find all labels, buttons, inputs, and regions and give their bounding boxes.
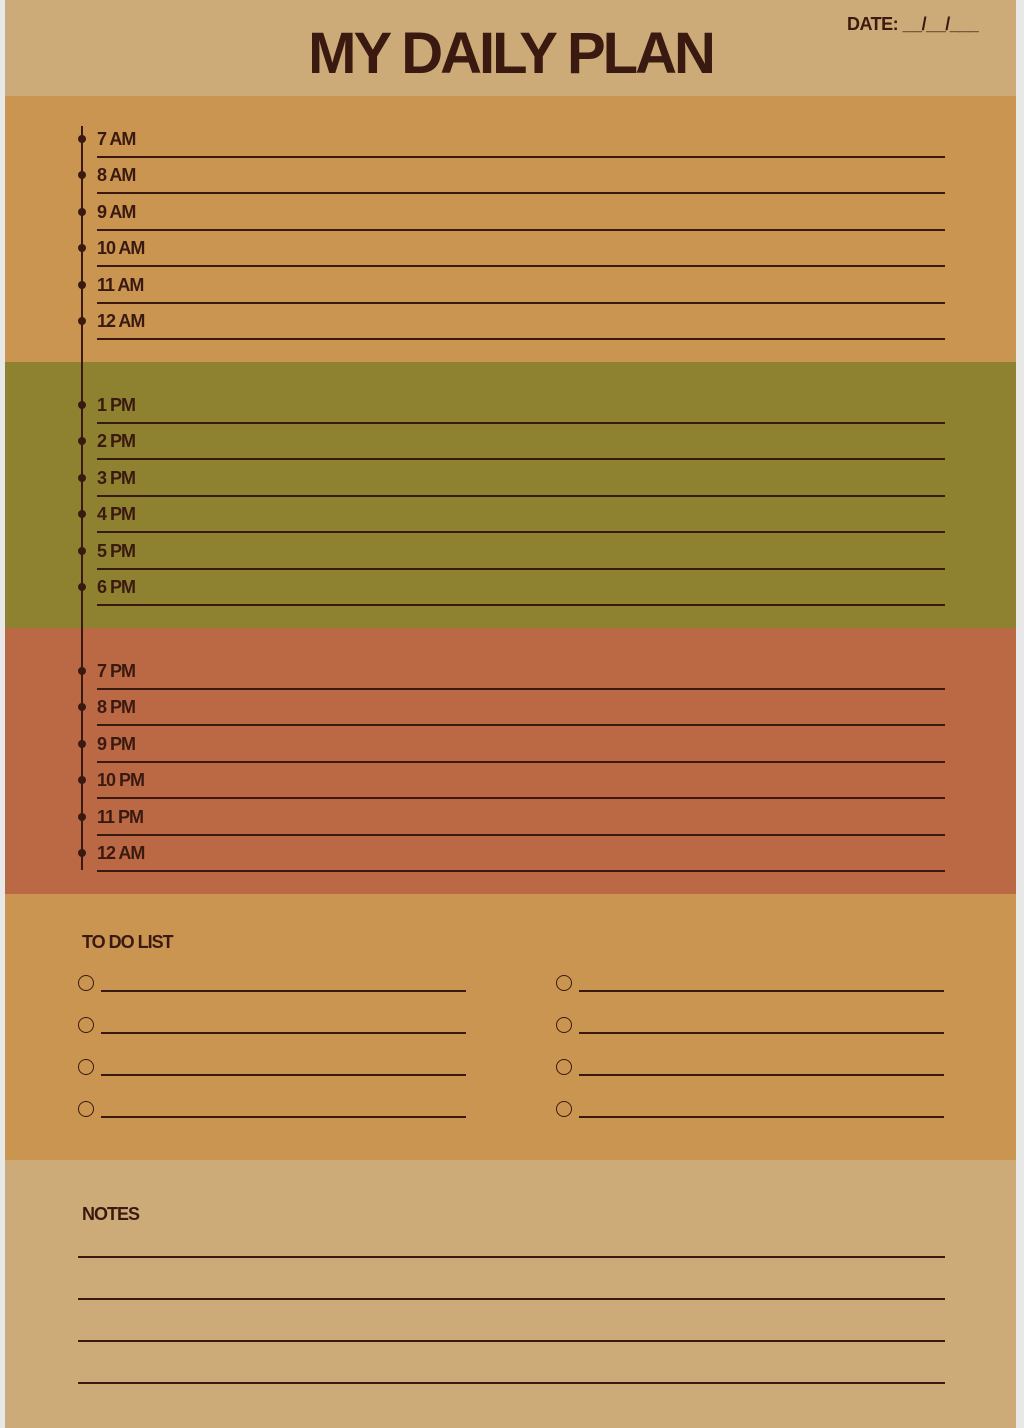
time-label: 12 AM xyxy=(97,843,145,863)
bullet-dot xyxy=(78,703,86,711)
time-slot-line xyxy=(97,265,945,267)
time-slot-line xyxy=(97,568,945,570)
time-slot[interactable] xyxy=(5,272,1016,308)
bullet-dot xyxy=(78,547,86,555)
bullet-dot xyxy=(78,813,86,821)
time-slot-line xyxy=(97,229,945,231)
time-slot[interactable] xyxy=(5,538,1016,574)
time-label: 2 PM xyxy=(97,431,136,451)
time-label: 5 PM xyxy=(97,541,136,561)
time-label: 7 PM xyxy=(97,661,136,681)
time-label: 9 PM xyxy=(97,734,136,754)
note-line[interactable] xyxy=(78,1382,945,1384)
time-label: 4 PM xyxy=(97,504,136,524)
bullet-dot xyxy=(78,667,86,675)
time-label: 7 AM xyxy=(97,129,136,149)
time-slot[interactable] xyxy=(5,308,1016,344)
date-field[interactable]: DATE: __/__/___ xyxy=(847,14,979,34)
time-slot-line xyxy=(97,724,945,726)
time-label: 11 AM xyxy=(97,275,144,295)
time-slot[interactable] xyxy=(5,501,1016,537)
todo-entry-line[interactable] xyxy=(101,1074,466,1076)
bullet-dot xyxy=(78,849,86,857)
bullet-dot xyxy=(78,401,86,409)
time-slot-line xyxy=(97,604,945,606)
planner-page xyxy=(5,0,1016,1428)
time-label: 9 AM xyxy=(97,202,136,222)
todo-entry-line[interactable] xyxy=(101,990,466,992)
time-slot[interactable] xyxy=(5,235,1016,271)
bullet-dot xyxy=(78,171,86,179)
bullet-dot xyxy=(78,281,86,289)
notes-band xyxy=(5,1160,1016,1428)
time-slot[interactable] xyxy=(5,767,1016,803)
time-slot[interactable] xyxy=(5,465,1016,501)
time-slot[interactable] xyxy=(5,428,1016,464)
afternoon-band xyxy=(5,362,1016,628)
checkbox-circle[interactable] xyxy=(556,1017,572,1033)
todo-entry-line[interactable] xyxy=(101,1116,466,1118)
bullet-dot xyxy=(78,740,86,748)
todo-entry-line[interactable] xyxy=(101,1032,466,1034)
checkbox-circle[interactable] xyxy=(556,1059,572,1075)
note-line[interactable] xyxy=(78,1298,945,1300)
time-slot-line xyxy=(97,422,945,424)
bullet-dot xyxy=(78,135,86,143)
time-slot-line xyxy=(97,531,945,533)
morning-band xyxy=(5,96,1016,362)
time-label: 1 PM xyxy=(97,395,136,415)
time-slot[interactable] xyxy=(5,162,1016,198)
todo-entry-line[interactable] xyxy=(579,1074,944,1076)
time-label: 8 PM xyxy=(97,697,136,717)
time-slot[interactable] xyxy=(5,840,1016,876)
bullet-dot xyxy=(78,437,86,445)
time-label: 10 PM xyxy=(97,770,145,790)
checkbox-circle[interactable] xyxy=(78,975,94,991)
time-label: 12 AM xyxy=(97,311,145,331)
time-slot-line xyxy=(97,870,945,872)
todo-entry-line[interactable] xyxy=(579,1032,944,1034)
bullet-dot xyxy=(78,474,86,482)
time-slot-line xyxy=(97,302,945,304)
todo-heading: TO DO LIST xyxy=(82,932,173,952)
time-label: 10 AM xyxy=(97,238,145,258)
checkbox-circle[interactable] xyxy=(556,1101,572,1117)
note-line[interactable] xyxy=(78,1256,945,1258)
time-label: 3 PM xyxy=(97,468,136,488)
time-label: 8 AM xyxy=(97,165,136,185)
todo-entry-line[interactable] xyxy=(579,1116,944,1118)
note-line[interactable] xyxy=(78,1340,945,1342)
checkbox-circle[interactable] xyxy=(556,975,572,991)
bullet-dot xyxy=(78,776,86,784)
bullet-dot xyxy=(78,208,86,216)
time-slot[interactable] xyxy=(5,658,1016,694)
header-band xyxy=(5,0,1016,96)
time-slot[interactable] xyxy=(5,392,1016,428)
time-slot[interactable] xyxy=(5,574,1016,610)
checkbox-circle[interactable] xyxy=(78,1017,94,1033)
time-slot[interactable] xyxy=(5,804,1016,840)
time-slot-line xyxy=(97,797,945,799)
todo-band xyxy=(5,894,1016,1160)
time-slot-line xyxy=(97,192,945,194)
time-slot-line xyxy=(97,338,945,340)
notes-heading: NOTES xyxy=(82,1204,140,1224)
time-slot-line xyxy=(97,761,945,763)
bullet-dot xyxy=(78,583,86,591)
time-slot[interactable] xyxy=(5,199,1016,235)
todo-entry-line[interactable] xyxy=(579,990,944,992)
time-slot-line xyxy=(97,495,945,497)
checkbox-circle[interactable] xyxy=(78,1101,94,1117)
time-slot[interactable] xyxy=(5,126,1016,162)
time-label: 6 PM xyxy=(97,577,136,597)
evening-band xyxy=(5,628,1016,894)
time-slot-line xyxy=(97,458,945,460)
time-slot[interactable] xyxy=(5,731,1016,767)
time-slot[interactable] xyxy=(5,694,1016,730)
time-slot-line xyxy=(97,834,945,836)
page-title: MY DAILY PLAN xyxy=(308,21,713,86)
checkbox-circle[interactable] xyxy=(78,1059,94,1075)
time-label: 11 PM xyxy=(97,807,144,827)
bullet-dot xyxy=(78,317,86,325)
time-slot-line xyxy=(97,688,945,690)
time-slot-line xyxy=(97,156,945,158)
bullet-dot xyxy=(78,244,86,252)
bullet-dot xyxy=(78,510,86,518)
